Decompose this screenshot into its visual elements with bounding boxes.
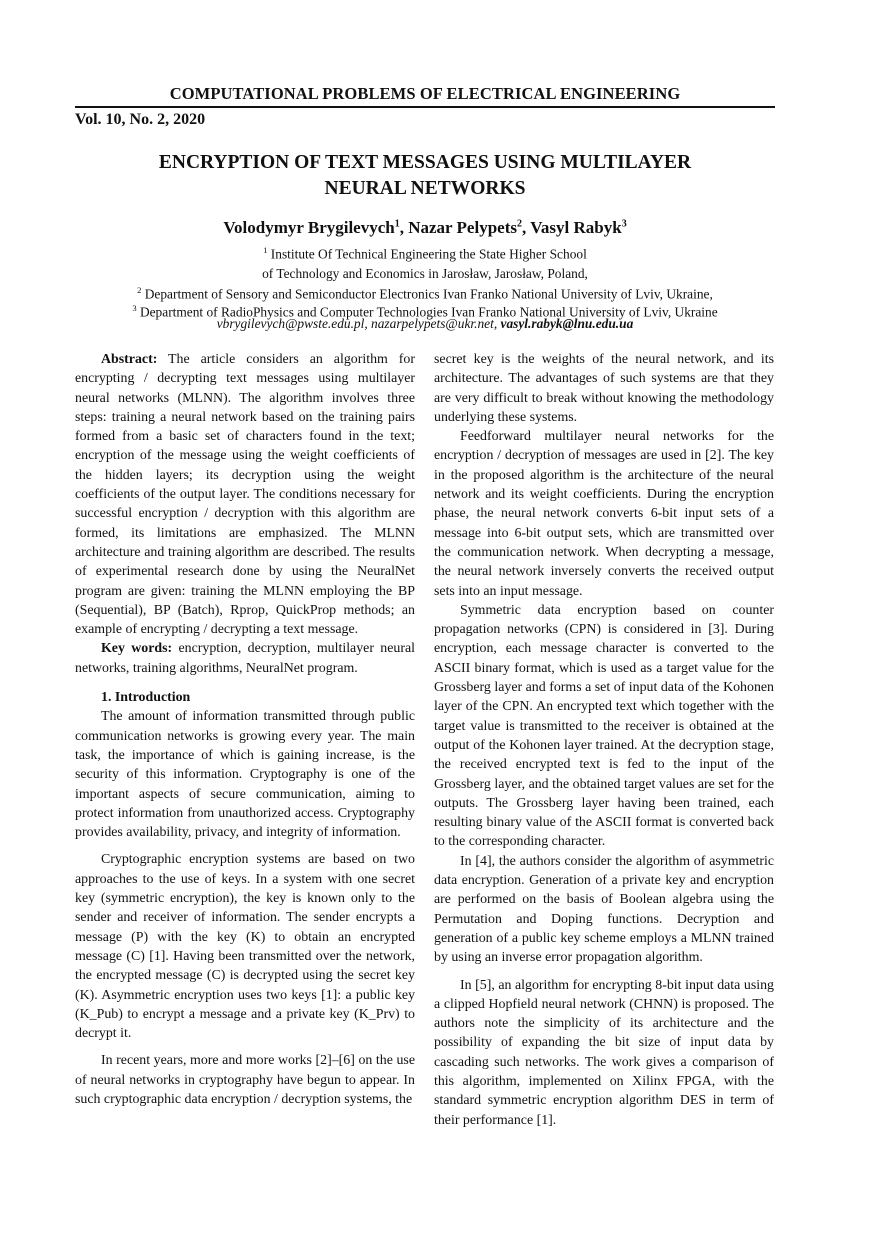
body-paragraph: In [4], the authors consider the algorithm of asymmetric data encryption. Generation of a private key and encryption are performed on the basis of Boolean algebra using the Permutation and Doping functions. Decryption and generation of a public key scheme employs a MLNN trained by using an inverse error propagation algorithm. <box>434 853 774 966</box>
right-column <box>434 350 774 1130</box>
affil-2-text: Department of Sensory and Semiconductor Electronics Ivan Franko National University of Lviv, Ukraine, <box>144 286 713 302</box>
corresponding-email[interactable]: vasyl.rabyk@lnu.edu.ua <box>500 316 634 331</box>
affil-1-line-2: of Technology and Economics in Jarosław, Jarosław, Poland, <box>262 266 588 282</box>
affil-mark: 1 <box>263 245 268 255</box>
paper-title-line-2: NEURAL NETWORKS <box>324 178 526 199</box>
keywords-paragraph <box>75 639 415 678</box>
body-paragraph: The amount of information transmitted through public communication networks is growing every year. The main task, the importance of which is gaining increase, is the security of this information. Cryptography is one of the important aspects of secure communication, aiming to protect information from unauthorized access. Cryptography provides availability, privacy, and integrity of information. <box>75 709 415 841</box>
author-name: Nazar Pelypets <box>408 218 517 237</box>
volume-issue: Vol. 10, No. 2, 2020 <box>75 111 206 128</box>
keywords-text: encryption, decryption, multilayer neural networks, training algorithms, NeuralNet program. <box>75 641 415 676</box>
journal-title: COMPUTATIONAL PROBLEMS OF ELECTRICAL ENGINEERING <box>169 84 681 103</box>
author-affil-mark: 2 <box>516 218 522 230</box>
body-paragraph: In recent years, more and more works [2]–[6] on the use of neural networks in cryptography have begun to appear. In such cryptographic data encryption / decryption systems, the <box>75 1053 415 1107</box>
author-separator: , <box>399 218 409 237</box>
author-name: Vasyl Rabyk <box>530 218 622 237</box>
body-paragraph: Cryptographic encryption systems are based on two approaches to the use of keys. In a system with one secret key (symmetric encryption), the key is known only to the sender and receiver of information. The sender encrypts a message (P) with the key (K) to obtain an encrypted message (C) [1]. Having been transmitted over the network, the encrypted message (C) is decrypted using the secret key (K). Asymmetric encryption uses two keys [1]: a public key (K_Pub) to encrypt a message and a private key (K_Prv) to decrypt it. <box>75 852 415 1042</box>
body-paragraph: Symmetric data encryption based on counter propagation networks (CPN) is considered in [3]. During encryption, each message character is converted to the ASCII binary format, which is used as a target value for the Grossberg layer and forms a set of input data of the Kohonen layer of the CPN. An encrypted text which together with the target value is transmitted to the receiver is obtained at the output of the Kohonen layer trained. At the decryption stage, the received encrypted text is fed to the input of the Grossberg layer, and the obtained target values are set for the outputs. The Grossberg layer having been trained, each resulting binary value of the ASCII format is converted back to the corresponding character. <box>434 602 774 850</box>
affil-3-text: Department of RadioPhysics and Computer Technologies Ivan Franko National University of Lviv, Ukraine <box>139 304 718 320</box>
left-column <box>75 350 415 1109</box>
abstract-paragraph <box>75 350 415 639</box>
body-paragraph: Feedforward multilayer neural networks for the encryption / decryption of messages are used in [2]. The key in the proposed algorithm is the architecture of the neural network and its weight coefficients. During the encryption phase, the neural network converts 6-bit input sets of a message into 6-bit output sets, which are transmitted over the communication network. When decrypting a message, the neural network inversely converts the received output sets into an input message. <box>434 429 774 599</box>
paper-title <box>75 150 775 202</box>
affil-mark: 2 <box>137 285 142 295</box>
author-name: Volodymyr Brygilevych <box>223 218 395 237</box>
author-affil-mark: 1 <box>394 218 400 230</box>
header-divider <box>75 106 775 108</box>
author-affil-mark: 3 <box>621 218 627 230</box>
affil-1-line-1: Institute Of Technical Engineering the State Higher School <box>270 246 587 262</box>
paper-title-line-1: ENCRYPTION OF TEXT MESSAGES USING MULTILAYER <box>158 152 692 173</box>
section-heading-introduction: 1. Introduction <box>101 690 191 706</box>
abstract-label: Abstract: <box>101 352 158 367</box>
author-list <box>75 218 775 238</box>
affil-mark: 3 <box>132 303 137 313</box>
body-paragraph: In [5], an algorithm for encrypting 8-bit input data using a clipped Hopfield neural network (CHNN) is proposed. The authors note the simplicity of its architecture and the possibility of expanding the bit size of input data by cascading such networks. The work gives a comparison of this algorithm, implemented on Xilinx FPGA, with the standard symmetric encryption algorithm DES in term of their performance [1]. <box>434 977 774 1128</box>
author-emails <box>60 316 790 332</box>
affiliation-1 <box>60 240 790 284</box>
abstract-text: The article considers an algorithm for encrypting / decrypting text messages using multilayer neural networks (MLNN). The algorithm involves three steps: training a neural network based on the training pairs formed from a basic set of characters found in the text; encryption of the message using the weight coefficients of the hidden layers; its decryption using the weight coefficients of the output layer. The conditions necessary for successful encryption / decryption with this algorithm are formed, its limitations are emphasized. The MLNN architecture and training algorithm are described. The results of experimental research done by using the NeuralNet program are given: training the MLNN employing the BP (Sequential), BP (Batch), Rprop, QuickProp methods; an example of encrypting / decrypting a text message. <box>75 352 415 638</box>
body-paragraph: secret key is the weights of the neural network, and its architecture. The advantages of such systems are that they are very difficult to break without knowing the methodology underlying these systems. <box>434 352 774 425</box>
keywords-label: Key words: <box>101 641 173 657</box>
emails-plain[interactable]: vbrygilevych@pwste.edu.pl, nazarpelypets@ukr.net, <box>216 316 501 331</box>
author-separator: , <box>521 218 531 237</box>
